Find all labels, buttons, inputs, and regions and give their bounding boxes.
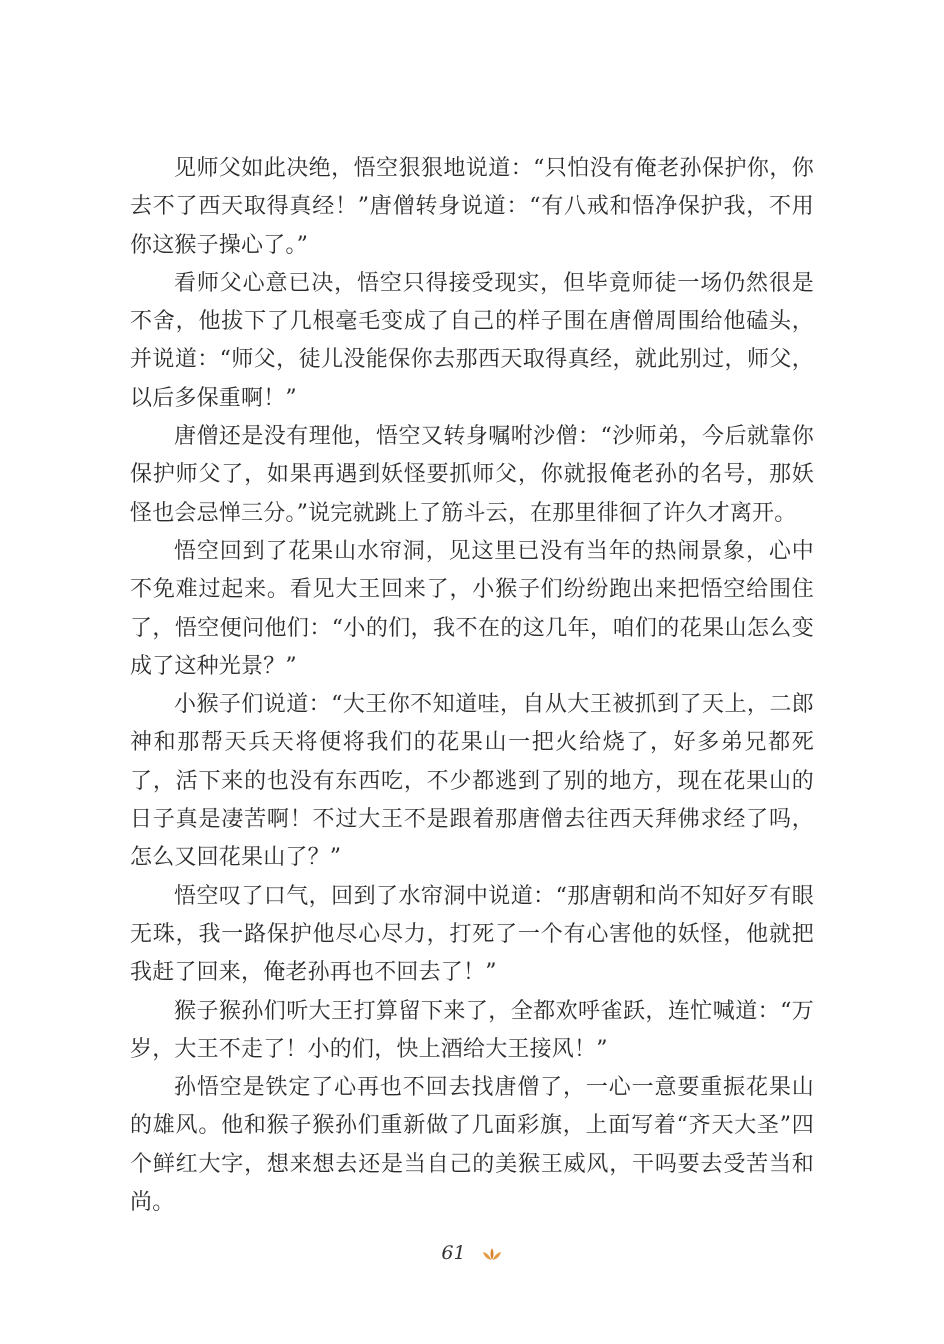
paragraph: 悟空回到了花果山水帘洞，见这里已没有当年的热闹景象，心中不免难过起来。看见大王回来了，小猴子们纷纷跑出来把悟空给围住了，悟空便问他们：“小的们，我不在的这几年，咱们的花果山怎么变成了这种光景？” — [130, 538, 814, 679]
paragraph: 猴子猴孙们听大王打算留下来了，全都欢呼雀跃，连忙喊道：“万岁，大王不走了！小的们，快上酒给大王接风！” — [130, 998, 814, 1062]
lotus-flower-icon — [481, 1246, 503, 1260]
paragraph: 唐僧还是没有理他，悟空又转身嘱咐沙僧：“沙师弟，今后就靠你保护师父了，如果再遇到妖怪要抓师父，你就报俺老孙的名号，那妖怪也会忌惮三分。”说完就跳上了筋斗云，在那里徘徊了许久才离开。 — [130, 424, 814, 526]
paragraph: 见师父如此决绝，悟空狠狠地说道：“只怕没有俺老孙保护你，你去不了西天取得真经！”唐僧转身说道：“有八戒和悟净保护我，不用你这猴子操心了。” — [130, 156, 814, 258]
paragraph: 孙悟空是铁定了心再也不回去找唐僧了，一心一意要重振花果山的雄风。他和猴子猴孙们重新做了几面彩旗，上面写着“齐天大圣”四个鲜红大字，想来想去还是当自己的美猴王威风，干吗要去受苦当和尚。 — [130, 1075, 814, 1216]
paragraph: 看师父心意已决，悟空只得接受现实，但毕竟师徒一场仍然很是不舍，他拔下了几根毫毛变成了自己的样子围在唐僧周围给他磕头，并说道：“师父，徒儿没能保你去那西天取得真经，就此别过，师父，以后多保重啊！” — [130, 270, 814, 411]
paragraph: 小猴子们说道：“大王你不知道哇，自从大王被抓到了天上，二郎神和那帮天兵天将便将我们的花果山一把火给烧了，好多弟兄都死了，活下来的也没有东西吃，不少都逃到了别的地方，现在花果山的日子真是凄苦啊！不过大王不是跟着那唐僧去往西天拜佛求经了吗，怎么又回花果山了？” — [130, 692, 814, 871]
page-number: 61 — [441, 1242, 466, 1264]
page-footer — [0, 1242, 944, 1272]
paragraph: 悟空叹了口气，回到了水帘洞中说道：“那唐朝和尚不知好歹有眼无珠，我一路保护他尽心尽力，打死了一个有心害他的妖怪，他就把我赶了回来，俺老孙再也不回去了！” — [130, 883, 814, 986]
body-text — [130, 150, 814, 1222]
